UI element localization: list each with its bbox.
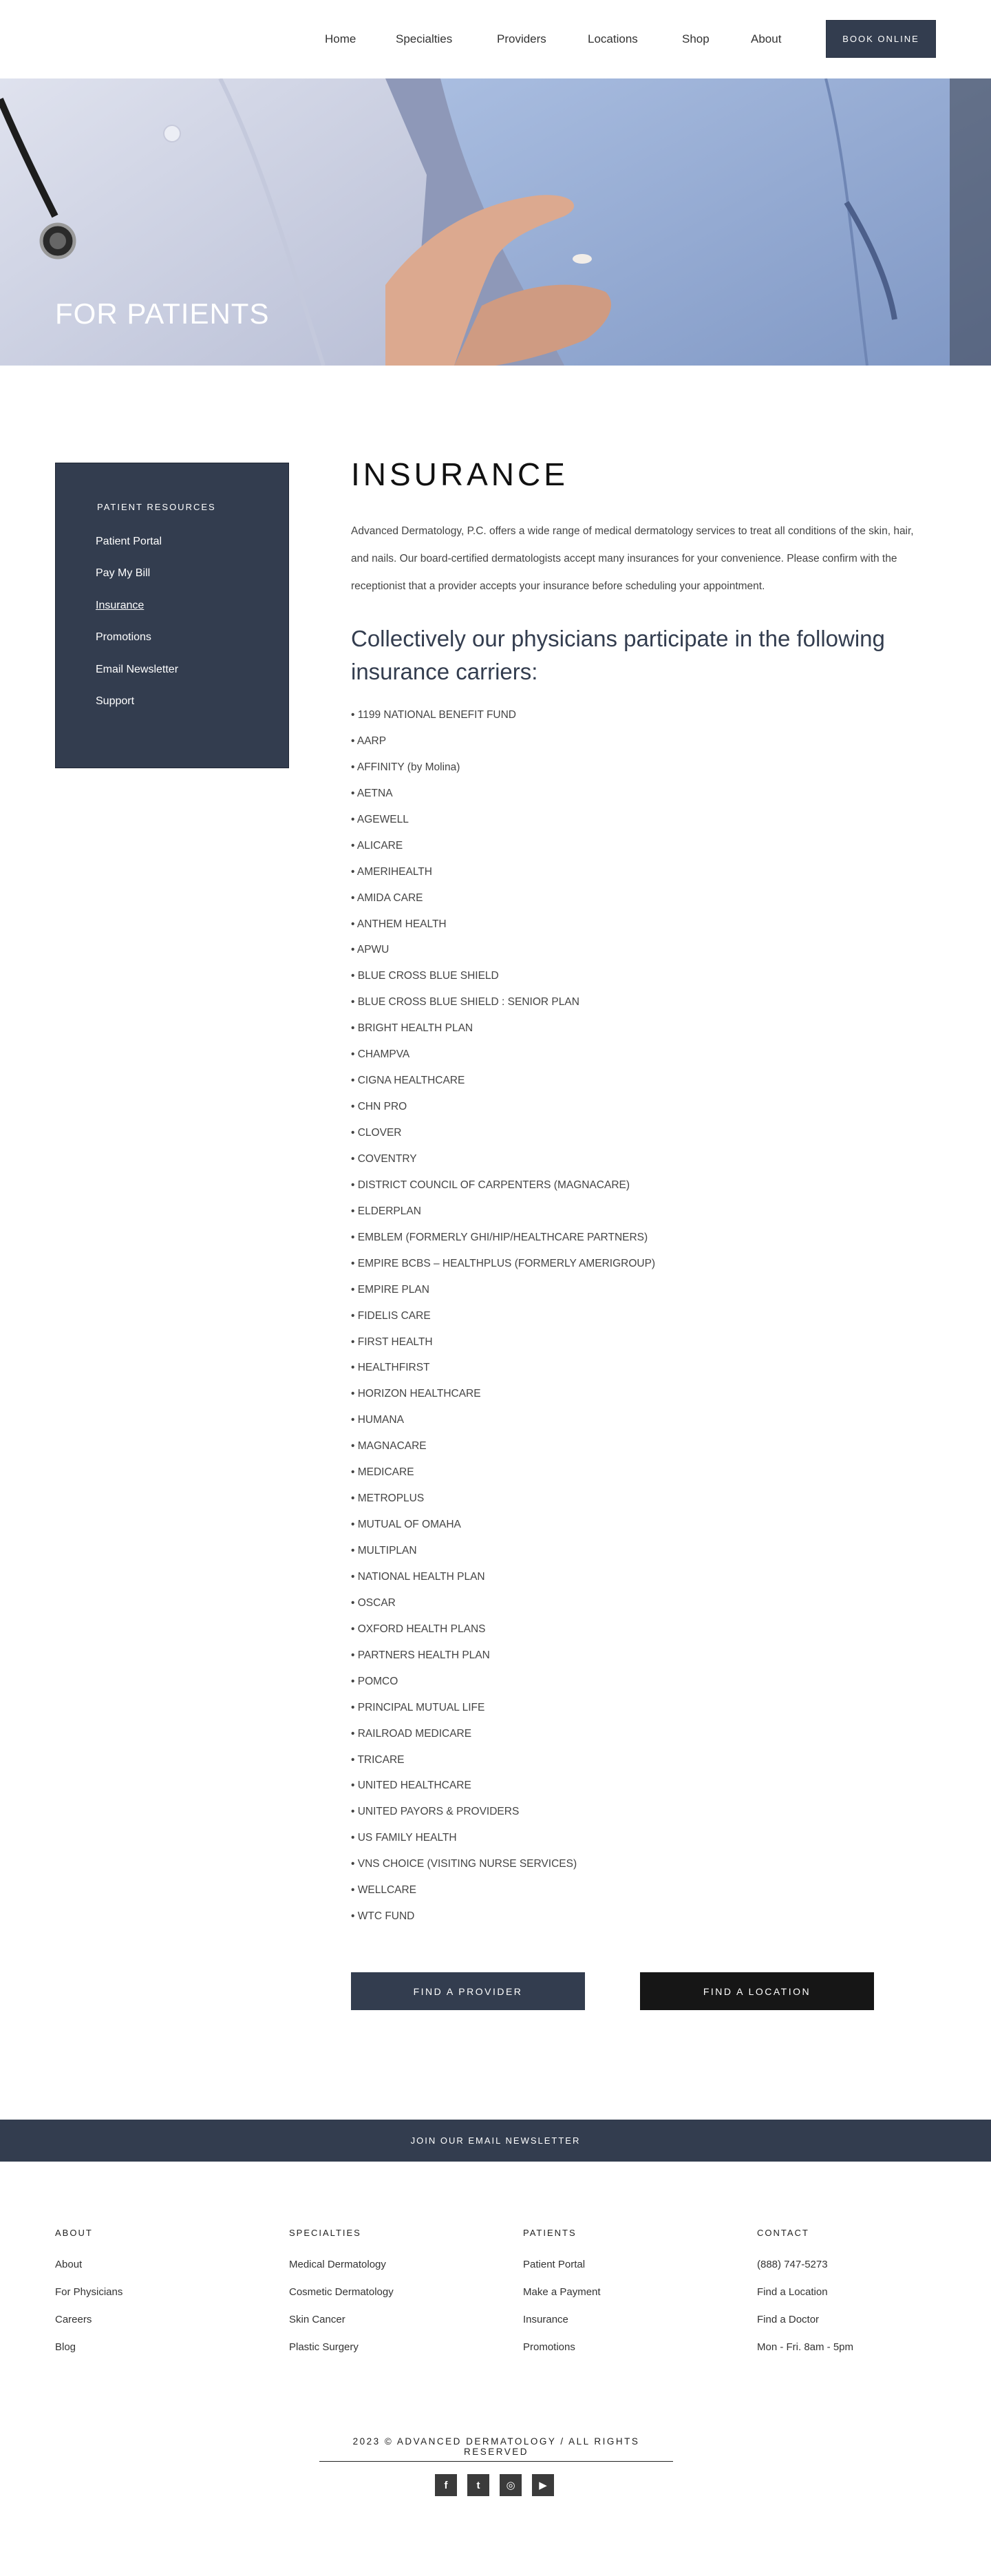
footer-link[interactable]: Careers: [55, 2314, 92, 2325]
carriers-heading: Collectively our physicians participate in the following insurance carriers:: [351, 626, 885, 684]
footer-phone[interactable]: (888) 747-5273: [757, 2259, 828, 2270]
footer-heading: ABOUT: [55, 2228, 93, 2238]
carrier-item: • CHN PRO: [351, 1101, 407, 1113]
book-online-button[interactable]: BOOK ONLINE: [826, 20, 936, 58]
sidebar-item-email-newsletter[interactable]: Email Newsletter: [96, 664, 179, 675]
instagram-icon[interactable]: ◎: [500, 2474, 522, 2496]
hero-banner: [0, 78, 991, 366]
carrier-item: • POMCO: [351, 1675, 398, 1687]
footer-link[interactable]: For Physicians: [55, 2286, 123, 2298]
hero-title: FOR PATIENTS: [55, 297, 270, 330]
carrier-item: • VNS CHOICE (VISITING NURSE SERVICES): [351, 1858, 577, 1870]
footer-link[interactable]: Promotions: [523, 2341, 575, 2353]
sidebar-item-support[interactable]: Support: [96, 695, 135, 707]
newsletter-bar[interactable]: [0, 2120, 991, 2162]
carrier-item: • CIGNA HEALTHCARE: [351, 1075, 465, 1087]
carrier-item: • AFFINITY (by Molina): [351, 761, 460, 773]
carrier-item: • ANTHEM HEALTH: [351, 918, 447, 930]
footer-heading: PATIENTS: [523, 2228, 577, 2238]
carrier-item: • BRIGHT HEALTH PLAN: [351, 1022, 473, 1035]
nav-home[interactable]: Home: [325, 32, 356, 45]
footer-link[interactable]: Find a Location: [757, 2286, 828, 2298]
find-provider-button[interactable]: FIND A PROVIDER: [351, 1972, 585, 2010]
sidebar-item-insurance[interactable]: Insurance: [96, 600, 145, 611]
carrier-item: • HEALTHFIRST: [351, 1362, 430, 1374]
carrier-item: • UNITED PAYORS & PROVIDERS: [351, 1806, 520, 1818]
carrier-item: • MUTUAL OF OMAHA: [351, 1519, 461, 1531]
carrier-item: • WELLCARE: [351, 1884, 417, 1897]
carrier-item: • NATIONAL HEALTH PLAN: [351, 1570, 485, 1583]
carrier-item: • METROPLUS: [351, 1492, 425, 1505]
insurance-intro: Advanced Dermatology, P.C. offers a wide range of medical dermatology services to treat all conditions of the skin, hair, and nails. Our board-certified dermatologists accept many insurances for your convenience. Please confirm with the receptionist that a provider accepts your insurance before scheduling your appointment.: [351, 525, 914, 592]
footer-link[interactable]: Blog: [55, 2341, 76, 2353]
footer-link[interactable]: Skin Cancer: [289, 2314, 345, 2325]
carrier-item: • EMPIRE PLAN: [351, 1283, 429, 1296]
carrier-list: [351, 705, 655, 1932]
carrier-item: • COVENTRY: [351, 1152, 417, 1165]
sidebar-item-patient-portal[interactable]: Patient Portal: [96, 536, 162, 547]
carrier-item: • BLUE CROSS BLUE SHIELD : SENIOR PLAN: [351, 996, 579, 1009]
sidebar-title: PATIENT RESOURCES: [97, 502, 216, 512]
footer-column-about: [55, 2228, 262, 2368]
footer-link[interactable]: Patient Portal: [523, 2259, 586, 2270]
footer-link[interactable]: Make a Payment: [523, 2286, 601, 2298]
site-header: [0, 0, 991, 78]
carrier-item: • 1199 NATIONAL BENEFIT FUND: [351, 709, 516, 721]
footer-link[interactable]: Plastic Surgery: [289, 2341, 359, 2353]
carrier-item: • BLUE CROSS BLUE SHIELD: [351, 970, 499, 982]
carrier-item: • HORIZON HEALTHCARE: [351, 1388, 481, 1400]
carrier-item: • AARP: [351, 735, 387, 747]
carrier-item: • OSCAR: [351, 1596, 396, 1609]
carrier-item: • EMPIRE BCBS – HEALTHPLUS (FORMERLY AMERIGROUP): [351, 1257, 656, 1269]
nav-specialties[interactable]: Specialties: [396, 32, 453, 45]
carrier-item: • AETNA: [351, 787, 393, 799]
find-location-button[interactable]: FIND A LOCATION: [640, 1972, 874, 2010]
facebook-icon[interactable]: f: [435, 2474, 457, 2496]
carrier-item: • US FAMILY HEALTH: [351, 1832, 457, 1844]
carrier-item: • DISTRICT COUNCIL OF CARPENTERS (MAGNACARE): [351, 1179, 630, 1191]
carrier-item: • CLOVER: [351, 1127, 402, 1139]
carrier-item: • APWU: [351, 944, 390, 956]
footer-link[interactable]: Find a Doctor: [757, 2314, 820, 2325]
footer-heading: SPECIALTIES: [289, 2228, 361, 2238]
footer-link[interactable]: Insurance: [523, 2314, 568, 2325]
footer-link[interactable]: About: [55, 2259, 83, 2270]
carrier-item: • CHAMPVA: [351, 1048, 410, 1061]
patient-resources-sidebar: [55, 463, 289, 768]
social-links: [435, 2474, 554, 2496]
carrier-item: • UNITED HEALTHCARE: [351, 1780, 471, 1792]
carrier-item: • MEDICARE: [351, 1466, 414, 1479]
carrier-item: • AGEWELL: [351, 813, 409, 825]
carrier-item: • AMIDA CARE: [351, 891, 423, 904]
sidebar-item-promotions[interactable]: Promotions: [96, 631, 151, 643]
twitter-icon[interactable]: t: [467, 2474, 489, 2496]
carrier-item: • ALICARE: [351, 839, 403, 852]
footer-heading: CONTACT: [757, 2228, 809, 2238]
footer-column-contact: [757, 2228, 963, 2368]
nav-shop[interactable]: Shop: [682, 32, 710, 45]
youtube-icon[interactable]: ▶: [532, 2474, 554, 2496]
footer-hours: Mon - Fri. 8am - 5pm: [757, 2341, 854, 2353]
nav-about[interactable]: About: [751, 32, 782, 45]
carrier-item: • PARTNERS HEALTH PLAN: [351, 1649, 490, 1661]
carrier-item: • TRICARE: [351, 1753, 405, 1766]
carrier-item: • FIDELIS CARE: [351, 1309, 431, 1322]
carrier-item: • PRINCIPAL MUTUAL LIFE: [351, 1701, 485, 1713]
footer-column-specialties: [289, 2228, 496, 2368]
nav-locations[interactable]: Locations: [588, 32, 638, 45]
copyright: 2023 © ADVANCED DERMATOLOGY / ALL RIGHTS RESERVED: [319, 2436, 673, 2462]
carrier-item: • FIRST HEALTH: [351, 1335, 433, 1348]
carrier-item: • AMERIHEALTH: [351, 865, 432, 878]
carrier-item: • EMBLEM (FORMERLY GHI/HIP/HEALTHCARE PARTNERS): [351, 1231, 648, 1243]
nav-providers[interactable]: Providers: [497, 32, 546, 45]
footer-link[interactable]: Medical Dermatology: [289, 2259, 386, 2270]
carrier-item: • RAILROAD MEDICARE: [351, 1727, 472, 1740]
newsletter-label[interactable]: JOIN OUR EMAIL NEWSLETTER: [410, 2135, 581, 2146]
carrier-item: • MULTIPLAN: [351, 1545, 417, 1556]
sidebar-item-pay-my-bill[interactable]: Pay My Bill: [96, 567, 151, 579]
carrier-item: • ELDERPLAN: [351, 1205, 421, 1217]
footer-column-patients: [523, 2228, 729, 2368]
footer-link[interactable]: Cosmetic Dermatology: [289, 2286, 394, 2298]
carrier-item: • MAGNACARE: [351, 1440, 427, 1453]
page-title: INSURANCE: [351, 456, 568, 492]
carrier-item: • WTC FUND: [351, 1910, 415, 1923]
carrier-item: • HUMANA: [351, 1414, 404, 1426]
carrier-item: • OXFORD HEALTH PLANS: [351, 1623, 486, 1635]
